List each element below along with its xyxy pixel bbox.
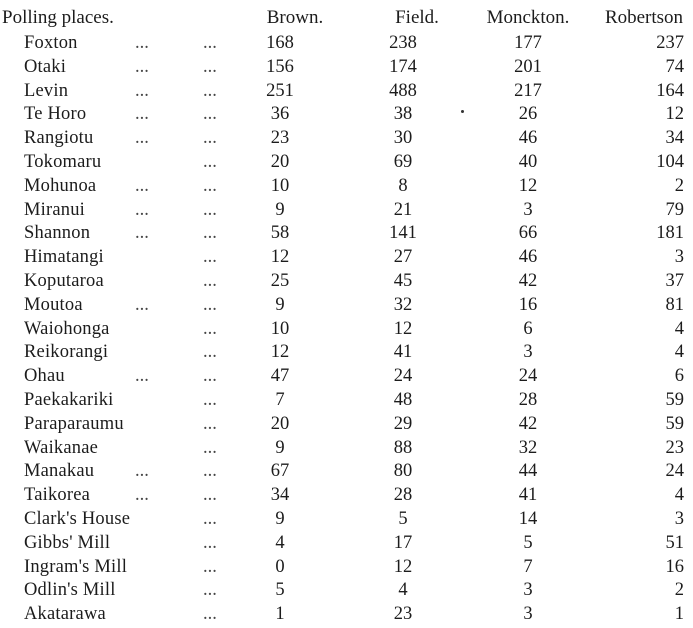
robertson-votes: 74 xyxy=(665,56,684,77)
brown-votes: 10 xyxy=(270,175,290,196)
brown-votes: 1 xyxy=(275,604,285,625)
leader-dots: ... xyxy=(203,199,217,220)
monckton-votes: 7 xyxy=(523,556,533,577)
monckton-votes: 6 xyxy=(523,318,533,339)
robertson-votes: 164 xyxy=(656,80,684,101)
leader-dots: ... xyxy=(203,128,217,149)
leader-dots: ... xyxy=(203,366,217,387)
field-votes: 17 xyxy=(393,532,413,553)
robertson-votes: 12 xyxy=(665,104,684,125)
table-row xyxy=(0,389,693,413)
polling-place-name: Odlin's Mill xyxy=(24,580,116,601)
monckton-votes: 3 xyxy=(523,199,533,220)
polling-place-name: Miranui xyxy=(24,199,86,220)
leader-dots: ... xyxy=(203,532,217,553)
leader-dots: ... xyxy=(135,33,149,53)
leader-dots: ... xyxy=(135,80,149,101)
leader-dots: ... xyxy=(135,223,149,244)
field-votes: 23 xyxy=(393,604,413,625)
monckton-votes: 3 xyxy=(523,604,533,625)
monckton-votes: 201 xyxy=(514,56,542,77)
monckton-votes: 3 xyxy=(523,342,533,363)
monckton-votes: 16 xyxy=(518,294,538,315)
polling-place-name: Shannon xyxy=(24,223,91,244)
monckton-votes: 42 xyxy=(518,413,538,434)
table-row xyxy=(0,341,693,365)
results-table-body xyxy=(0,32,693,627)
leader-dots: ... xyxy=(203,342,217,363)
leader-dots: ... xyxy=(135,175,149,196)
table-row xyxy=(0,151,693,175)
robertson-votes: 59 xyxy=(665,389,684,410)
polling-place-name: Rangiotu xyxy=(24,128,94,149)
monckton-votes: 26 xyxy=(518,104,538,125)
robertson-votes: 16 xyxy=(665,556,684,577)
table-row xyxy=(0,579,693,603)
brown-votes: 156 xyxy=(266,56,294,77)
polling-place-name: Waikanae xyxy=(24,437,99,458)
robertson-votes: 79 xyxy=(665,199,684,220)
table-row xyxy=(0,270,693,294)
field-votes: 8 xyxy=(398,175,408,196)
brown-votes: 168 xyxy=(266,33,294,53)
polling-place-name: Ohau xyxy=(24,366,65,387)
robertson-votes: 37 xyxy=(665,270,684,291)
polling-place-name: Tokomaru xyxy=(24,151,102,172)
brown-votes: 9 xyxy=(275,294,285,315)
brown-votes: 23 xyxy=(270,128,290,149)
polling-place-name: Reikorangi xyxy=(24,342,109,363)
table-row xyxy=(0,532,693,556)
leader-dots: ... xyxy=(203,175,217,196)
field-votes: 238 xyxy=(389,33,417,53)
table-row xyxy=(0,222,693,246)
robertson-votes: 104 xyxy=(656,151,684,172)
robertson-votes: 81 xyxy=(665,294,684,315)
leader-dots: ... xyxy=(135,199,149,220)
brown-votes: 9 xyxy=(275,199,285,220)
table-row xyxy=(0,603,693,627)
polling-place-name: Levin xyxy=(24,80,69,101)
leader-dots: ... xyxy=(203,151,217,172)
leader-dots: ... xyxy=(203,223,217,244)
polling-place-name: Paekakariki xyxy=(24,389,114,410)
robertson-votes: 59 xyxy=(665,413,684,434)
field-votes: 88 xyxy=(393,437,413,458)
brown-votes: 47 xyxy=(270,366,290,387)
header-polling-places: Polling places. xyxy=(2,7,114,28)
brown-votes: 251 xyxy=(266,80,294,101)
robertson-votes: 6 xyxy=(674,366,684,387)
table-row xyxy=(0,175,693,199)
robertson-votes: 3 xyxy=(674,508,684,529)
field-votes: 32 xyxy=(393,294,413,315)
leader-dots: ... xyxy=(135,485,149,506)
field-votes: 12 xyxy=(393,556,413,577)
table-row xyxy=(0,294,693,318)
polling-place-name: Akatarawa xyxy=(24,604,106,625)
robertson-votes: 1 xyxy=(674,604,684,625)
field-votes: 174 xyxy=(389,56,417,77)
table-row xyxy=(0,484,693,508)
brown-votes: 0 xyxy=(275,556,285,577)
robertson-votes: 4 xyxy=(674,318,684,339)
leader-dots: ... xyxy=(135,294,149,315)
table-row xyxy=(0,56,693,80)
field-votes: 45 xyxy=(393,270,413,291)
polling-place-name: Taikorea xyxy=(24,485,91,506)
monckton-votes: 44 xyxy=(518,461,538,482)
leader-dots: ... xyxy=(203,508,217,529)
polling-place-name: Foxton xyxy=(24,33,78,53)
brown-votes: 25 xyxy=(270,270,290,291)
polling-place-name: Waiohonga xyxy=(24,318,110,339)
leader-dots: ... xyxy=(135,128,149,149)
polling-place-name: Clark's House xyxy=(24,508,131,529)
monckton-votes: 46 xyxy=(518,128,538,149)
table-row xyxy=(0,365,693,389)
monckton-votes: 24 xyxy=(518,366,538,387)
table-row xyxy=(0,460,693,484)
table-row xyxy=(0,199,693,223)
monckton-votes: 28 xyxy=(518,389,538,410)
polling-place-name: Manakau xyxy=(24,461,95,482)
brown-votes: 58 xyxy=(270,223,290,244)
stray-ink-dot xyxy=(461,110,464,113)
leader-dots: ... xyxy=(135,461,149,482)
monckton-votes: 12 xyxy=(518,175,538,196)
header-brown: Brown. xyxy=(266,7,324,28)
field-votes: 69 xyxy=(393,151,413,172)
monckton-votes: 14 xyxy=(518,508,538,529)
monckton-votes: 42 xyxy=(518,270,538,291)
leader-dots: ... xyxy=(203,56,217,77)
leader-dots: ... xyxy=(203,485,217,506)
header-robertson: Robertson xyxy=(604,7,684,28)
leader-dots: ... xyxy=(135,366,149,387)
leader-dots: ... xyxy=(203,104,217,125)
robertson-votes: 4 xyxy=(674,342,684,363)
brown-votes: 67 xyxy=(270,461,290,482)
polling-place-name: Mohunoa xyxy=(24,175,97,196)
polling-place-name: Te Horo xyxy=(24,104,87,125)
brown-votes: 5 xyxy=(275,580,285,601)
polling-place-name: Himatangi xyxy=(24,247,104,268)
field-votes: 28 xyxy=(393,485,413,506)
field-votes: 5 xyxy=(398,508,408,529)
table-row xyxy=(0,437,693,461)
table-row xyxy=(0,127,693,151)
polling-place-name: Otaki xyxy=(24,56,67,77)
brown-votes: 12 xyxy=(270,342,290,363)
table-row xyxy=(0,32,693,56)
field-votes: 48 xyxy=(393,389,413,410)
field-votes: 24 xyxy=(393,366,413,387)
brown-votes: 9 xyxy=(275,437,285,458)
field-votes: 41 xyxy=(393,342,413,363)
monckton-votes: 41 xyxy=(518,485,538,506)
leader-dots: ... xyxy=(203,389,217,410)
monckton-votes: 66 xyxy=(518,223,538,244)
leader-dots: ... xyxy=(203,294,217,315)
leader-dots: ... xyxy=(203,270,217,291)
monckton-votes: 217 xyxy=(514,80,542,101)
brown-votes: 34 xyxy=(270,485,290,506)
monckton-votes: 32 xyxy=(518,437,538,458)
leader-dots: ... xyxy=(135,104,149,125)
robertson-votes: 51 xyxy=(665,532,684,553)
header-monckton: Monckton. xyxy=(486,7,570,28)
robertson-votes: 24 xyxy=(665,461,684,482)
table-row xyxy=(0,103,693,127)
robertson-votes: 34 xyxy=(665,128,684,149)
brown-votes: 20 xyxy=(270,151,290,172)
table-row xyxy=(0,80,693,104)
table-row xyxy=(0,413,693,437)
leader-dots: ... xyxy=(203,437,217,458)
robertson-votes: 2 xyxy=(674,175,684,196)
leader-dots: ... xyxy=(203,33,217,53)
polling-place-name: Koputaroa xyxy=(24,270,104,291)
field-votes: 80 xyxy=(393,461,413,482)
field-votes: 38 xyxy=(393,104,413,125)
robertson-votes: 23 xyxy=(665,437,684,458)
table-row xyxy=(0,508,693,532)
field-votes: 12 xyxy=(393,318,413,339)
leader-dots: ... xyxy=(135,56,149,77)
robertson-votes: 3 xyxy=(674,247,684,268)
monckton-votes: 46 xyxy=(518,247,538,268)
leader-dots: ... xyxy=(203,318,217,339)
field-votes: 29 xyxy=(393,413,413,434)
monckton-votes: 177 xyxy=(514,33,542,53)
field-votes: 27 xyxy=(393,247,413,268)
field-votes: 488 xyxy=(389,80,417,101)
leader-dots: ... xyxy=(203,556,217,577)
brown-votes: 9 xyxy=(275,508,285,529)
polling-place-name: Gibbs' Mill xyxy=(24,532,111,553)
table-row xyxy=(0,318,693,342)
monckton-votes: 40 xyxy=(518,151,538,172)
robertson-votes: 2 xyxy=(674,580,684,601)
polling-place-name: Moutoa xyxy=(24,294,83,315)
leader-dots: ... xyxy=(203,461,217,482)
field-votes: 21 xyxy=(393,199,413,220)
leader-dots: ... xyxy=(203,580,217,601)
table-row xyxy=(0,556,693,580)
brown-votes: 20 xyxy=(270,413,290,434)
brown-votes: 36 xyxy=(270,104,290,125)
polling-place-name: Ingram's Mill xyxy=(24,556,128,577)
brown-votes: 12 xyxy=(270,247,290,268)
table-row xyxy=(0,246,693,270)
monckton-votes: 5 xyxy=(523,532,533,553)
leader-dots: ... xyxy=(203,604,217,625)
header-field: Field. xyxy=(395,7,439,28)
field-votes: 30 xyxy=(393,128,413,149)
leader-dots: ... xyxy=(203,247,217,268)
field-votes: 4 xyxy=(398,580,408,601)
brown-votes: 4 xyxy=(275,532,285,553)
robertson-votes: 237 xyxy=(656,33,684,53)
leader-dots: ... xyxy=(203,80,217,101)
polling-place-name: Paraparaumu xyxy=(24,413,124,434)
robertson-votes: 4 xyxy=(674,485,684,506)
brown-votes: 7 xyxy=(275,389,285,410)
field-votes: 141 xyxy=(389,223,417,244)
monckton-votes: 3 xyxy=(523,580,533,601)
leader-dots: ... xyxy=(203,413,217,434)
robertson-votes: 181 xyxy=(656,223,684,244)
brown-votes: 10 xyxy=(270,318,290,339)
